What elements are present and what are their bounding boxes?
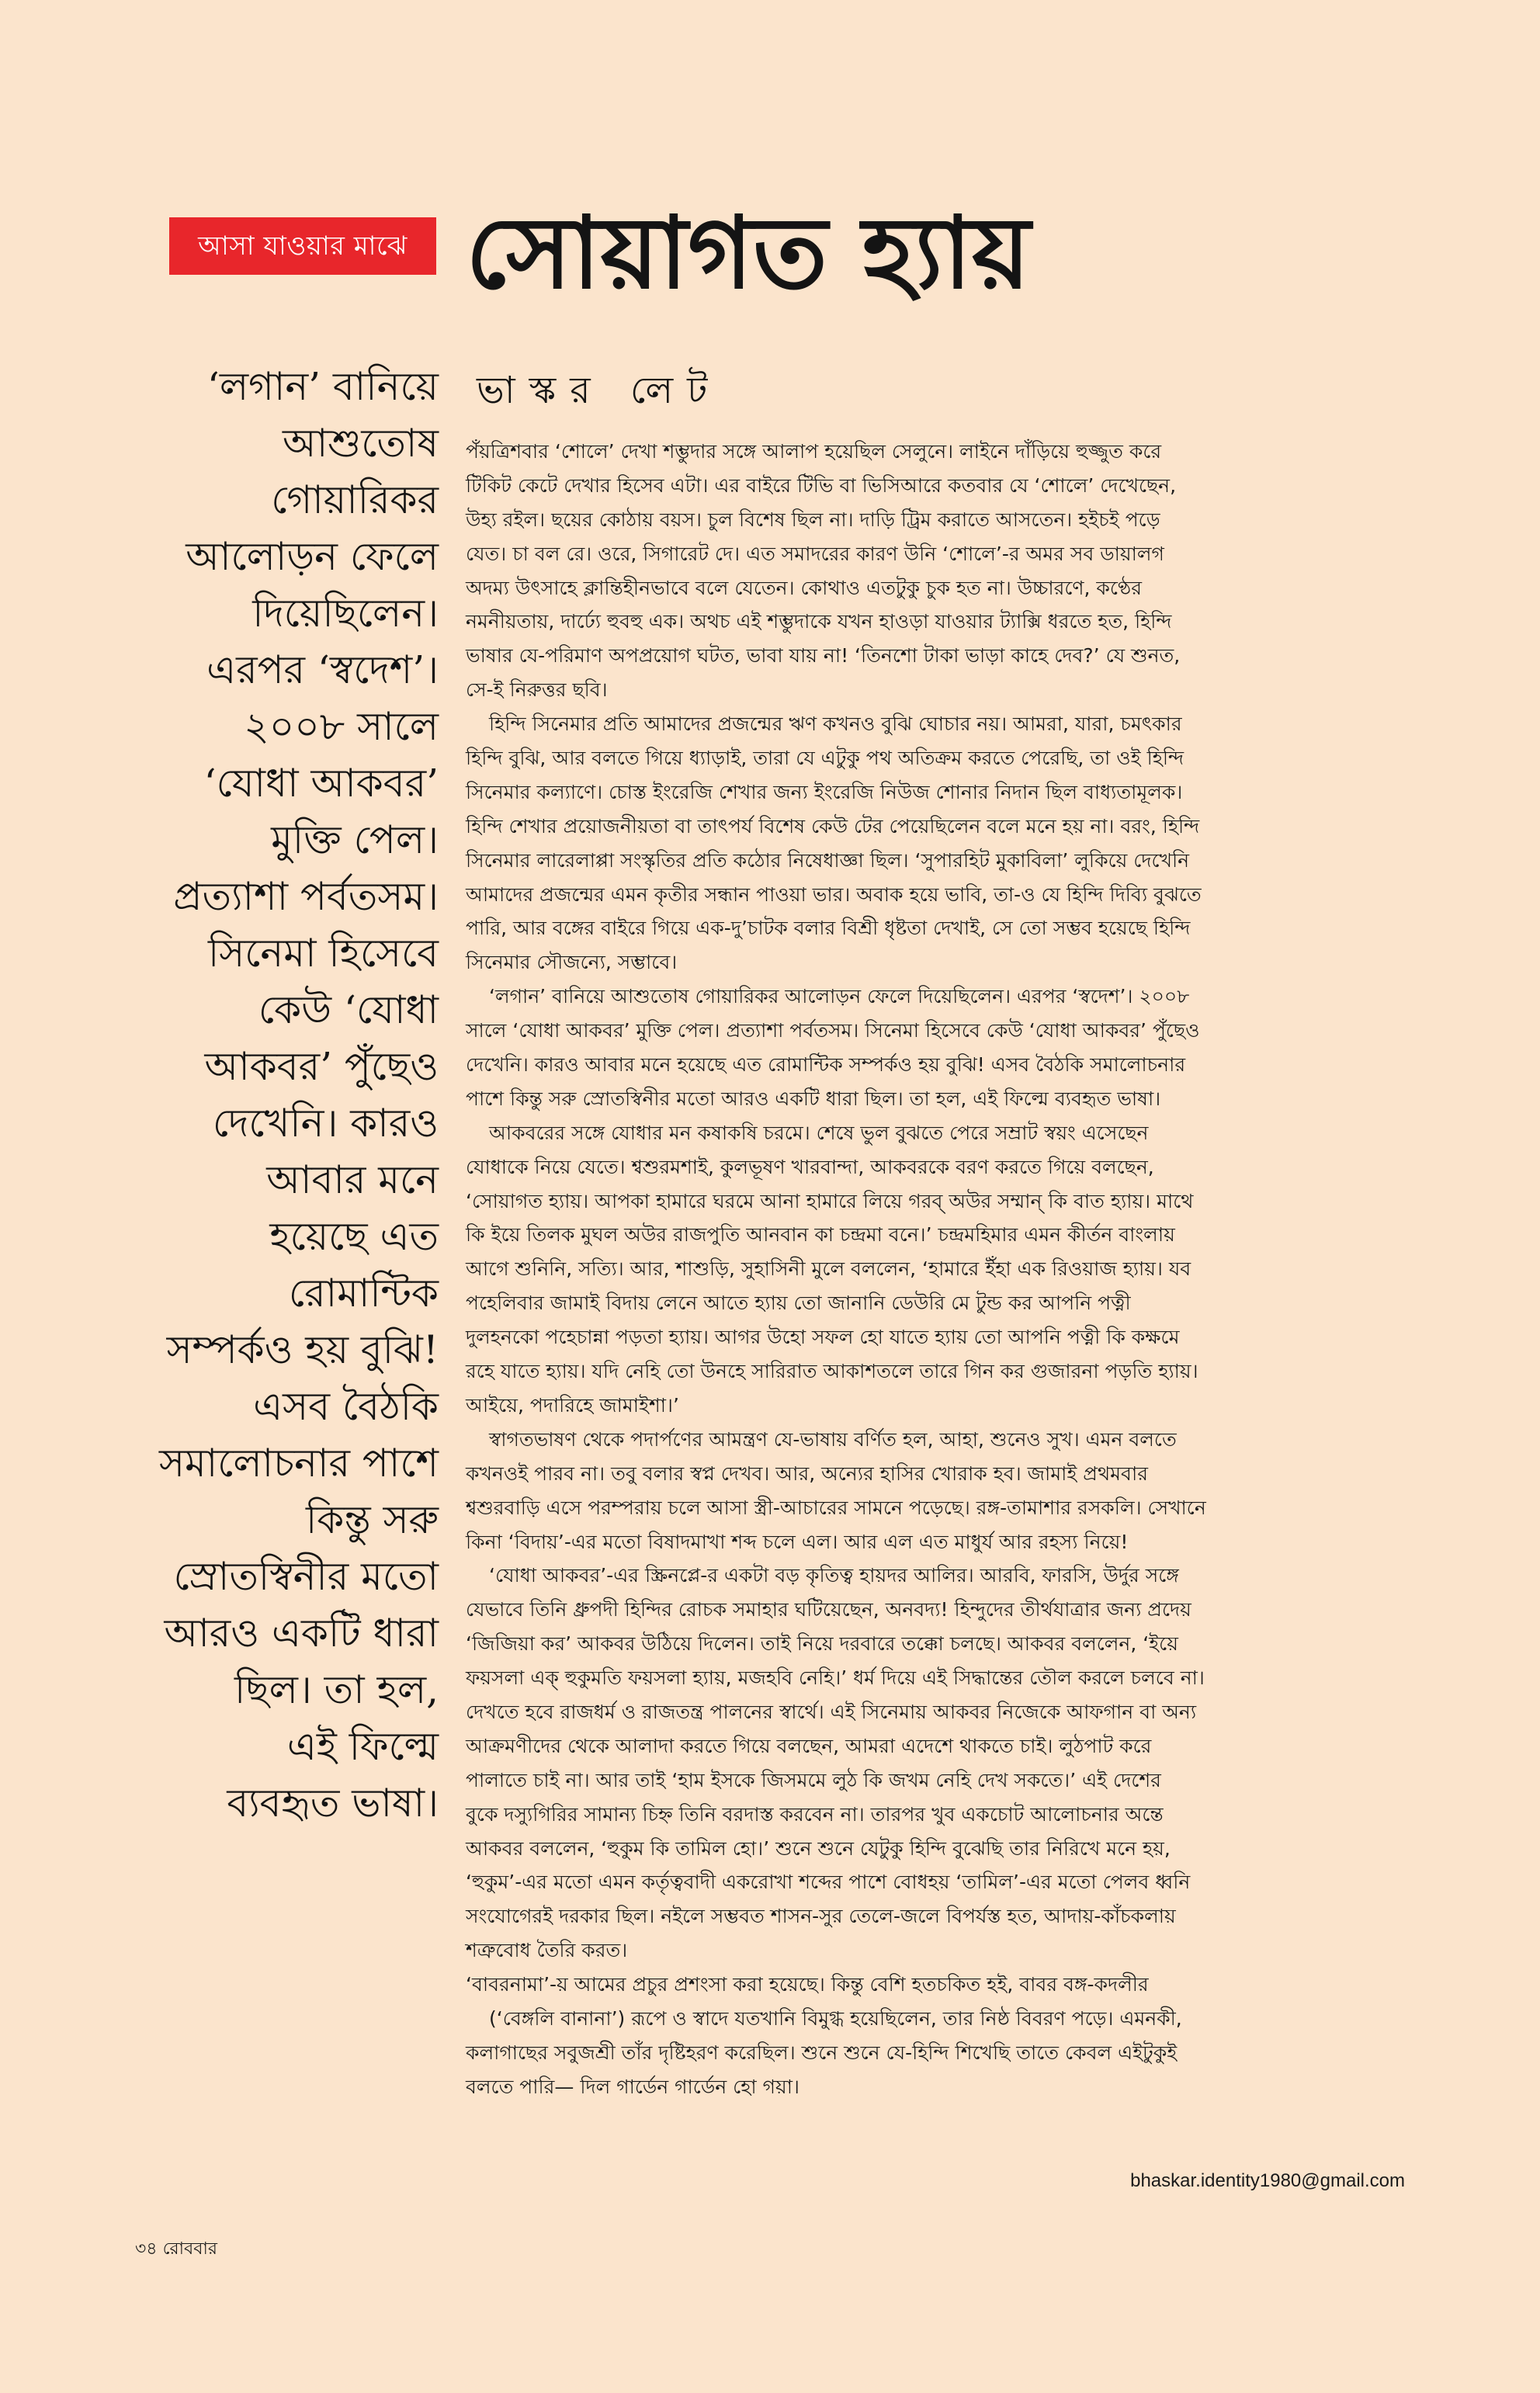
body-text-line: অদম্য উৎসাহে ক্লান্তিহীনভাবে বলে যেতেন। কোথাও এতটুকু চুক হত না। উচ্চারণে, কণ্ঠের <box>466 576 1143 599</box>
body-text-line: শত্রুবোধ তৈরি করত। <box>466 1939 628 1962</box>
body-text-line: উহ্য রইল। ছয়ের কোঠায় বয়স। চুল বিশেষ ছিল না। দাড়ি ট্রিম করাতে আসতেন। হইচই পড়ে <box>466 508 1160 531</box>
pull-quote-line: রোমান্টিক <box>288 1271 439 1316</box>
pull-quote-line: দিয়েছিলেন। <box>252 591 439 636</box>
pull-quote-line: ছিল। তা হল, <box>234 1667 439 1712</box>
body-text-line: সংযোগেরই দরকার ছিল। নইলে সম্ভবত শাসন-সুর তেলে-জলে বিপর্যস্ত হত, আদায়-কাঁচকলায় <box>466 1905 1176 1928</box>
body-text-line: (‘বেঙ্গলি বানানা’) রূপে ও স্বাদে যতখানি বিমুগ্ধ হয়েছিলেন, তার নিষ্ঠ বিবরণ পড়ে। এমনকী, <box>489 2006 1182 2030</box>
body-text-line: ‘সোয়াগত হ্যায়। আপকা হামারে ঘরমে আনা হামারে লিয়ে গরব্‌ অউর সম্মান্‌ কি বাত হ্যায়। মাথে <box>466 1189 1194 1212</box>
pull-quote-line: আরও একটি ধারা <box>164 1611 439 1656</box>
pull-quote-line: সম্পর্কও হয় বুঝি! <box>166 1327 439 1372</box>
pull-quote-line: গোয়ারিকর <box>271 477 439 522</box>
body-text-line: সালে ‘যোধা আকবর’ মুক্তি পেল। প্রত্যাশা পর্বতসম। সিনেমা হিসেবে কেউ ‘যোধা আকবর’ পুঁছেও <box>466 1019 1200 1042</box>
body-text-line: হিন্দি শেখার প্রয়োজনীয়তা বা তাৎপর্য বিশেষ কেউ টের পেয়েছিলেন বলে মনে হয় না। বরং, হিন্দি <box>466 814 1200 838</box>
pull-quote-line: আবার মনে <box>266 1157 439 1202</box>
body-text-line: ‘জিজিয়া কর’ আকবর উঠিয়ে দিলেন। তাই নিয়ে দরবারে তক্কো চলছে। আকবর বললেন, ‘ইয়ে <box>466 1632 1178 1656</box>
body-text-line: যোধাকে নিয়ে যেতে। শ্বশুরমশাই, কুলভূষণ খারবান্দা, আকবরকে বরণ করতে গিয়ে বলছেন, <box>466 1155 1154 1178</box>
body-text-line: দেখতে হবে রাজধর্ম ও রাজতন্ত্র পালনের স্বার্থে। এই সিনেমায় আকবর নিজেকে আফগান বা অন্য <box>466 1700 1197 1723</box>
page-folio: ৩৪ রোববার <box>135 2239 217 2259</box>
body-text-line: আইয়ে, পদারিহে জামাইশা।’ <box>466 1393 679 1417</box>
pull-quote-line: ‘যোধা আকবর’ <box>203 761 439 806</box>
pull-quote <box>116 359 439 1832</box>
byline: ভাস্কর লেট <box>477 369 722 412</box>
pull-quote-line: সমালোচনার পাশে <box>159 1441 439 1486</box>
body-text-line: কি ইয়ে তিলক মুঘল অউর রাজপুতি আনবান কা চন্দ্রমা বনে।’ চন্দ্রমহিমার এমন কীর্তন বাংলায় <box>466 1223 1175 1247</box>
body-text-line: আক্রমণীদের থেকে আলাদা করতে গিয়ে বলছেন, আমরা এদেশে থাকতে চাই। লুঠপাট করে <box>466 1734 1152 1757</box>
body-text-line: হিন্দি সিনেমার প্রতি আমাদের প্রজন্মের ঋণ কখনও বুঝি ঘোচার নয়। আমরা, যারা, চমৎকার <box>489 713 1182 736</box>
pull-quote-line: আশুতোষ <box>282 421 439 466</box>
body-text-line: পাশে কিন্তু সরু স্রোতস্বিনীর মতো আরও একটি ধারা ছিল। তা হল, এই ফিল্মে ব্যবহৃত ভাষা। <box>466 1087 1161 1110</box>
body-text-line: কিনা ‘বিদায়’-এর মতো বিষাদমাখা শব্দ চলে এল। আর এল এত মাধুর্য আর রহস্য নিয়ে! <box>466 1530 1129 1553</box>
body-text-line: দুলহনকো পহেচান্না পড়তা হ্যায়। আগর উহো সফল হো যাতে হ্যায় তো আপনি পত্নী কি কক্ষমে <box>466 1326 1180 1349</box>
body-text-line: হিন্দি বুঝি, আর বলতে গিয়ে ধ্যাড়াই, তারা যে এটুকু পথ অতিক্রম করতে পেরেছি, তা ওই হিন্দি <box>466 747 1184 770</box>
body-text-line: পালাতে চাই না। আর তাই ‘হাম ইসকে জিসমমে লুঠ কি জখম নেহি দেখ সকতে।’ এই দেশের <box>466 1768 1161 1791</box>
body-text-line: সিনেমার সৌজন্যে, সম্ভাবে। <box>466 951 678 974</box>
pull-quote-line: সিনেমা হিসেবে <box>207 931 439 976</box>
body-text-line: পারি, আর বঙ্গের বাইরে গিয়ে এক-দু’চাটক বলার বিশ্রী ধৃষ্টতা দেখাই, সে তো সম্ভব হয়েছে হিন্দি <box>466 917 1191 940</box>
pull-quote-line: হয়েছে এত <box>269 1214 439 1259</box>
body-text-line: যেত। চা বল রে। ওরে, সিগারেট দে। এত সমাদরের কারণ উনি ‘শোলে’-র অমর সব ডায়ালগ <box>466 542 1164 565</box>
body-text-line: ‘বাবরনামা’-য় আমের প্রচুর প্রশংসা করা হয়েছে। কিন্তু বেশি হতচকিত হই, বাবর বঙ্গ-কদলীর <box>466 1973 1149 1996</box>
body-text-line: পহেলিবার জামাই বিদায় লেনে আতে হ্যায় তো জানানি ডেউরি মে টুন্ড কর আপনি পত্নী <box>466 1292 1131 1315</box>
body-text-line: সিনেমার কল্যাণে। চোস্ত ইংরেজি শেখার জন্য ইংরেজি নিউজ শোনার নিদান ছিল বাধ্যতামূলক। <box>466 780 1183 803</box>
pull-quote-line: ২০০৮ সালে <box>244 704 439 749</box>
body-text-line: আমাদের প্রজন্মের এমন কৃতীর সন্ধান পাওয়া ভার। অবাক হয়ে ভাবি, তা-ও যে হিন্দি দিব্যি বুঝতে <box>466 883 1202 906</box>
body-text-line: নমনীয়তায়, দার্ঢ্যে হুবহু এক। অথচ এই শম্ভুদাকে যখন হাওড়া যাওয়ার ট্যাক্সি ধরতে হত, হিন্দি <box>466 610 1172 633</box>
body-text-line: শ্বশুরবাড়ি এসে পরম্পরায় চলে আসা স্ত্রী-আচারের সামনে পড়েছে। রঙ্গ-তামাশার রসকলি। সেখানে <box>466 1496 1206 1519</box>
pull-quote-line: এই ফিল্মে <box>286 1724 439 1769</box>
body-text-line: ‘যোধা আকবর’-এর স্ক্রিনপ্লে-র একটা বড় কৃতিত্ব হায়দর আলির। আরবি, ফারসি, উর্দুর সঙ্গে <box>489 1564 1179 1587</box>
body-text-line: বুকে দস্যুগিরির সামান্য চিহ্ন তিনি বরদাস্ত করবেন না। তারপর খুব একচোট আলোচনার অন্তে <box>466 1802 1164 1826</box>
body-text-line: ফয়সলা এক্‌ হুকুমতি ফয়সলা হ্যায়, মজহবি নেহি।’ ধর্ম দিয়ে এই সিদ্ধান্তের তৌল করলে চলবে না। <box>466 1666 1205 1690</box>
body-text-line: বলতে পারি— দিল গার্ডেন গার্ডেন হো গয়া। <box>466 2075 799 2098</box>
pull-quote-line: ‘লগান’ বানিয়ে <box>206 364 439 409</box>
body-text-line: রহে যাতে হ্যায়। যদি নেহি তো উনহে সারিরাত আকাশতলে তারে গিন কর গুজারনা পড়তি হ্যায়। <box>466 1360 1198 1383</box>
body-text-line: টিকিট কেটে দেখার হিসেব এটা। এর বাইরে টিভি বা ভিসিআরে কতবার যে ‘শোলে’ দেখেছেন, <box>466 473 1177 497</box>
pull-quote-line: এরপর ‘স্বদেশ’। <box>206 647 439 692</box>
body-text-line: ‘লগান’ বানিয়ে আশুতোষ গোয়ারিকর আলোড়ন ফেলে দিয়েছিলেন। এরপর ‘স্বদেশ’। ২০০৮ <box>489 985 1190 1008</box>
pull-quote-line: দেখেনি। কারও <box>212 1101 439 1146</box>
body-text-line: স্বাগতভাষণ থেকে পদার্পণের আমন্ত্রণ যে-ভাষায় বর্ণিত হল, আহা, শুনেও সুখ। এমন বলতে <box>489 1427 1177 1451</box>
pull-quote-line: এসব বৈঠকি <box>253 1384 439 1429</box>
pull-quote-line: আকবর’ পুঁছেও <box>204 1044 439 1089</box>
body-text-line: আকবর বললেন, ‘হুকুম কি তামিল হো।’ শুনে শুনে যেটুকু হিন্দি বুঝেছি তার নিরিখে মনে হয়, <box>466 1836 1171 1860</box>
pull-quote-line: কেউ ‘যোধা <box>258 987 439 1032</box>
article-headline: সোয়াগত হ্যায় <box>466 196 1031 311</box>
body-text-line: দেখেনি। কারও আবার মনে হয়েছে এত রোমান্টিক সম্পর্কও হয় বুঝি! এসব বৈঠকি সমালোচনার <box>466 1053 1186 1077</box>
pull-quote-line: মুক্তি পেল। <box>271 817 439 862</box>
article-body <box>466 435 1405 2104</box>
body-text-line: সিনেমার লারেলাপ্পা সংস্কৃতির প্রতি কঠোর নিষেধাজ্ঞা ছিল। ‘সুপারহিট মুকাবিলা’ লুকিয়ে দেখেনি <box>466 848 1190 872</box>
pull-quote-line: স্রোতস্বিনীর মতো <box>173 1554 439 1599</box>
body-text-line: ভাষার যে-পরিমাণ অপপ্রয়োগ ঘটত, ভাবা যায় না! ‘তিনশো টাকা ভাড়া কাহে দেব?’ যে শুনত, <box>466 644 1181 668</box>
pull-quote-line: আলোড়ন ফেলে <box>186 534 439 579</box>
body-text-line: যেভাবে তিনি ধ্রুপদী হিন্দির রোচক সমাহার ঘটিয়েছেন, অনবদ্য! হিন্দুদের তীর্থযাত্রার জন্য প্রদেয় <box>466 1598 1191 1621</box>
body-text-line: কখনওই পারব না। তবু বলার স্বপ্ন দেখব। আর, অন্যের হাসির খোরাক হব। জামাই প্রথমবার <box>466 1462 1148 1485</box>
body-text-line: আগে শুনিনি, সত্যি। আর, শাশুড়ি, সুহাসিনী মুলে বললেন, ‘হামারে ইঁহা এক রিওয়াজ হ্যায়। যব <box>466 1257 1191 1281</box>
body-text-line: আকবরের সঙ্গে যোধার মন কষাকষি চরমে। শেষে ভুল বুঝতে পেরে সম্রাট স্বয়ং এসেছেন <box>489 1121 1149 1144</box>
author-email[interactable]: bhaskar.identity1980@gmail.com <box>1130 2170 1405 2191</box>
pull-quote-line: কিন্তু সরু <box>305 1497 439 1542</box>
section-kicker: আসা যাওয়ার মাঝে <box>169 217 436 275</box>
body-text-line: কলাগাছের সবুজশ্রী তাঁর দৃষ্টিহরণ করেছিল। শুনে শুনে যে-হিন্দি শিখেছি তাতে কেবল এইটুকুই <box>466 2041 1178 2064</box>
body-text-line: পঁয়ত্রিশবার ‘শোলে’ দেখা শম্ভুদার সঙ্গে আলাপ হয়েছিল সেলুনে। লাইনে দাঁড়িয়ে হুজ্জুত করে <box>466 440 1162 463</box>
body-text-line: ‘হুকুম’-এর মতো এমন কর্তৃত্ববাদী একরোখা শব্দের পাশে বোধহয় ‘তামিল’-এর মতো পেলব ধ্বনি <box>466 1871 1191 1894</box>
body-text-line: সে-ই নিরুত্তর ছবি। <box>466 678 608 702</box>
pull-quote-line: প্রত্যাশা পর্বতসম। <box>173 874 439 919</box>
pull-quote-line: ব্যবহৃত ভাষা। <box>227 1781 439 1826</box>
